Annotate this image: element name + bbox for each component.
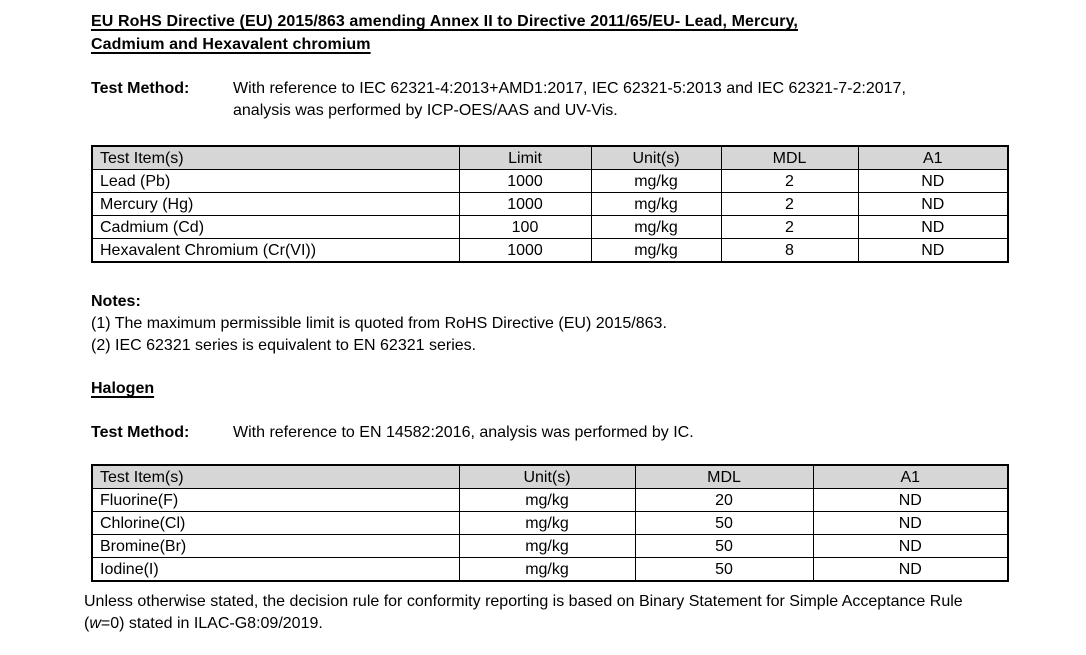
header-cell: Limit — [459, 146, 591, 170]
halogen-results-table — [91, 464, 1009, 582]
table-cell: mg/kg — [591, 193, 721, 216]
decision-rule-w-symbol: w — [89, 615, 101, 632]
table-cell: mg/kg — [459, 558, 635, 582]
rohs-results-table — [91, 145, 1009, 263]
table-cell: 2 — [721, 193, 858, 216]
table-cell: 8 — [721, 239, 858, 263]
header-cell: MDL — [721, 146, 858, 170]
table-cell: Chlorine(Cl) — [92, 512, 459, 535]
table-cell: Iodine(I) — [92, 558, 459, 582]
table-cell: ND — [813, 489, 1008, 512]
table-row — [92, 512, 1008, 535]
table-cell: Bromine(Br) — [92, 535, 459, 558]
table-cell: 2 — [721, 170, 858, 193]
decision-rule-note — [84, 591, 1006, 635]
table-row — [92, 535, 1008, 558]
table-cell: 1000 — [459, 193, 591, 216]
table-cell: 50 — [635, 558, 813, 582]
decision-rule-text: =0) stated in ILAC-G8:09/2019. — [100, 615, 323, 632]
table-cell: mg/kg — [591, 170, 721, 193]
rohs-section-title-line1: EU RoHS Directive (EU) 2015/863 amending Annex II to Directive 2011/65/EU- Lead, Mercury, — [91, 13, 798, 30]
table-cell: ND — [858, 216, 1008, 239]
test-method-label: Test Method: — [91, 80, 190, 97]
header-cell: Test Item(s) — [92, 146, 459, 170]
note-line: (2) IEC 62321 series is equivalent to EN 62321 series. — [91, 337, 477, 354]
table-cell: mg/kg — [459, 535, 635, 558]
header-cell: Unit(s) — [591, 146, 721, 170]
table-cell: 1000 — [459, 239, 591, 263]
table-cell: mg/kg — [459, 512, 635, 535]
table-cell: Lead (Pb) — [92, 170, 459, 193]
table-cell: mg/kg — [591, 216, 721, 239]
table-cell: ND — [858, 170, 1008, 193]
table-row — [92, 193, 1008, 216]
table-cell: ND — [858, 239, 1008, 263]
header-cell: MDL — [635, 465, 813, 489]
table-row — [92, 216, 1008, 239]
header-cell: Unit(s) — [459, 465, 635, 489]
decision-rule-text: Unless otherwise stated, the decision rule for conformity reporting is based on Binary Statement for Simple Acceptance Rule ( — [84, 593, 963, 632]
table-cell: mg/kg — [591, 239, 721, 263]
table-cell: ND — [813, 558, 1008, 582]
table-cell: ND — [813, 512, 1008, 535]
test-method-text: With reference to IEC 62321-4:2013+AMD1:2017, IEC 62321-5:2013 and IEC 62321-7-2:2017, analysis was performed by ICP-OES/AAS and UV-Vis. — [233, 80, 906, 119]
test-method-text: With reference to EN 14582:2016, analysis was performed by IC. — [233, 424, 694, 441]
table-cell: 50 — [635, 535, 813, 558]
rohs-section-title — [91, 10, 1007, 56]
rohs-section-title-line2: Cadmium and Hexavalent chromium — [91, 36, 371, 53]
header-cell: A1 — [858, 146, 1008, 170]
table-cell: 100 — [459, 216, 591, 239]
table-cell: 2 — [721, 216, 858, 239]
table-cell: Mercury (Hg) — [92, 193, 459, 216]
table-header-row — [92, 465, 1008, 489]
table-header-row — [92, 146, 1008, 170]
table-cell: Hexavalent Chromium (Cr(VI)) — [92, 239, 459, 263]
halogen-test-method — [91, 422, 1007, 444]
table-cell: ND — [813, 535, 1008, 558]
table-cell: mg/kg — [459, 489, 635, 512]
note-line: (1) The maximum permissible limit is quoted from RoHS Directive (EU) 2015/863. — [91, 315, 667, 332]
test-method-label: Test Method: — [91, 424, 190, 441]
halogen-heading: Halogen — [91, 380, 155, 397]
notes-label: Notes: — [91, 293, 141, 310]
notes-block — [91, 291, 1007, 357]
table-row — [92, 558, 1008, 582]
table-row — [92, 489, 1008, 512]
table-cell: 50 — [635, 512, 813, 535]
table-cell: 1000 — [459, 170, 591, 193]
table-row — [92, 170, 1008, 193]
rohs-test-method — [91, 78, 1007, 122]
header-cell: Test Item(s) — [92, 465, 459, 489]
header-cell: A1 — [813, 465, 1008, 489]
table-cell: ND — [858, 193, 1008, 216]
table-cell: 20 — [635, 489, 813, 512]
table-cell: Cadmium (Cd) — [92, 216, 459, 239]
table-cell: Fluorine(F) — [92, 489, 459, 512]
table-row — [92, 239, 1008, 263]
